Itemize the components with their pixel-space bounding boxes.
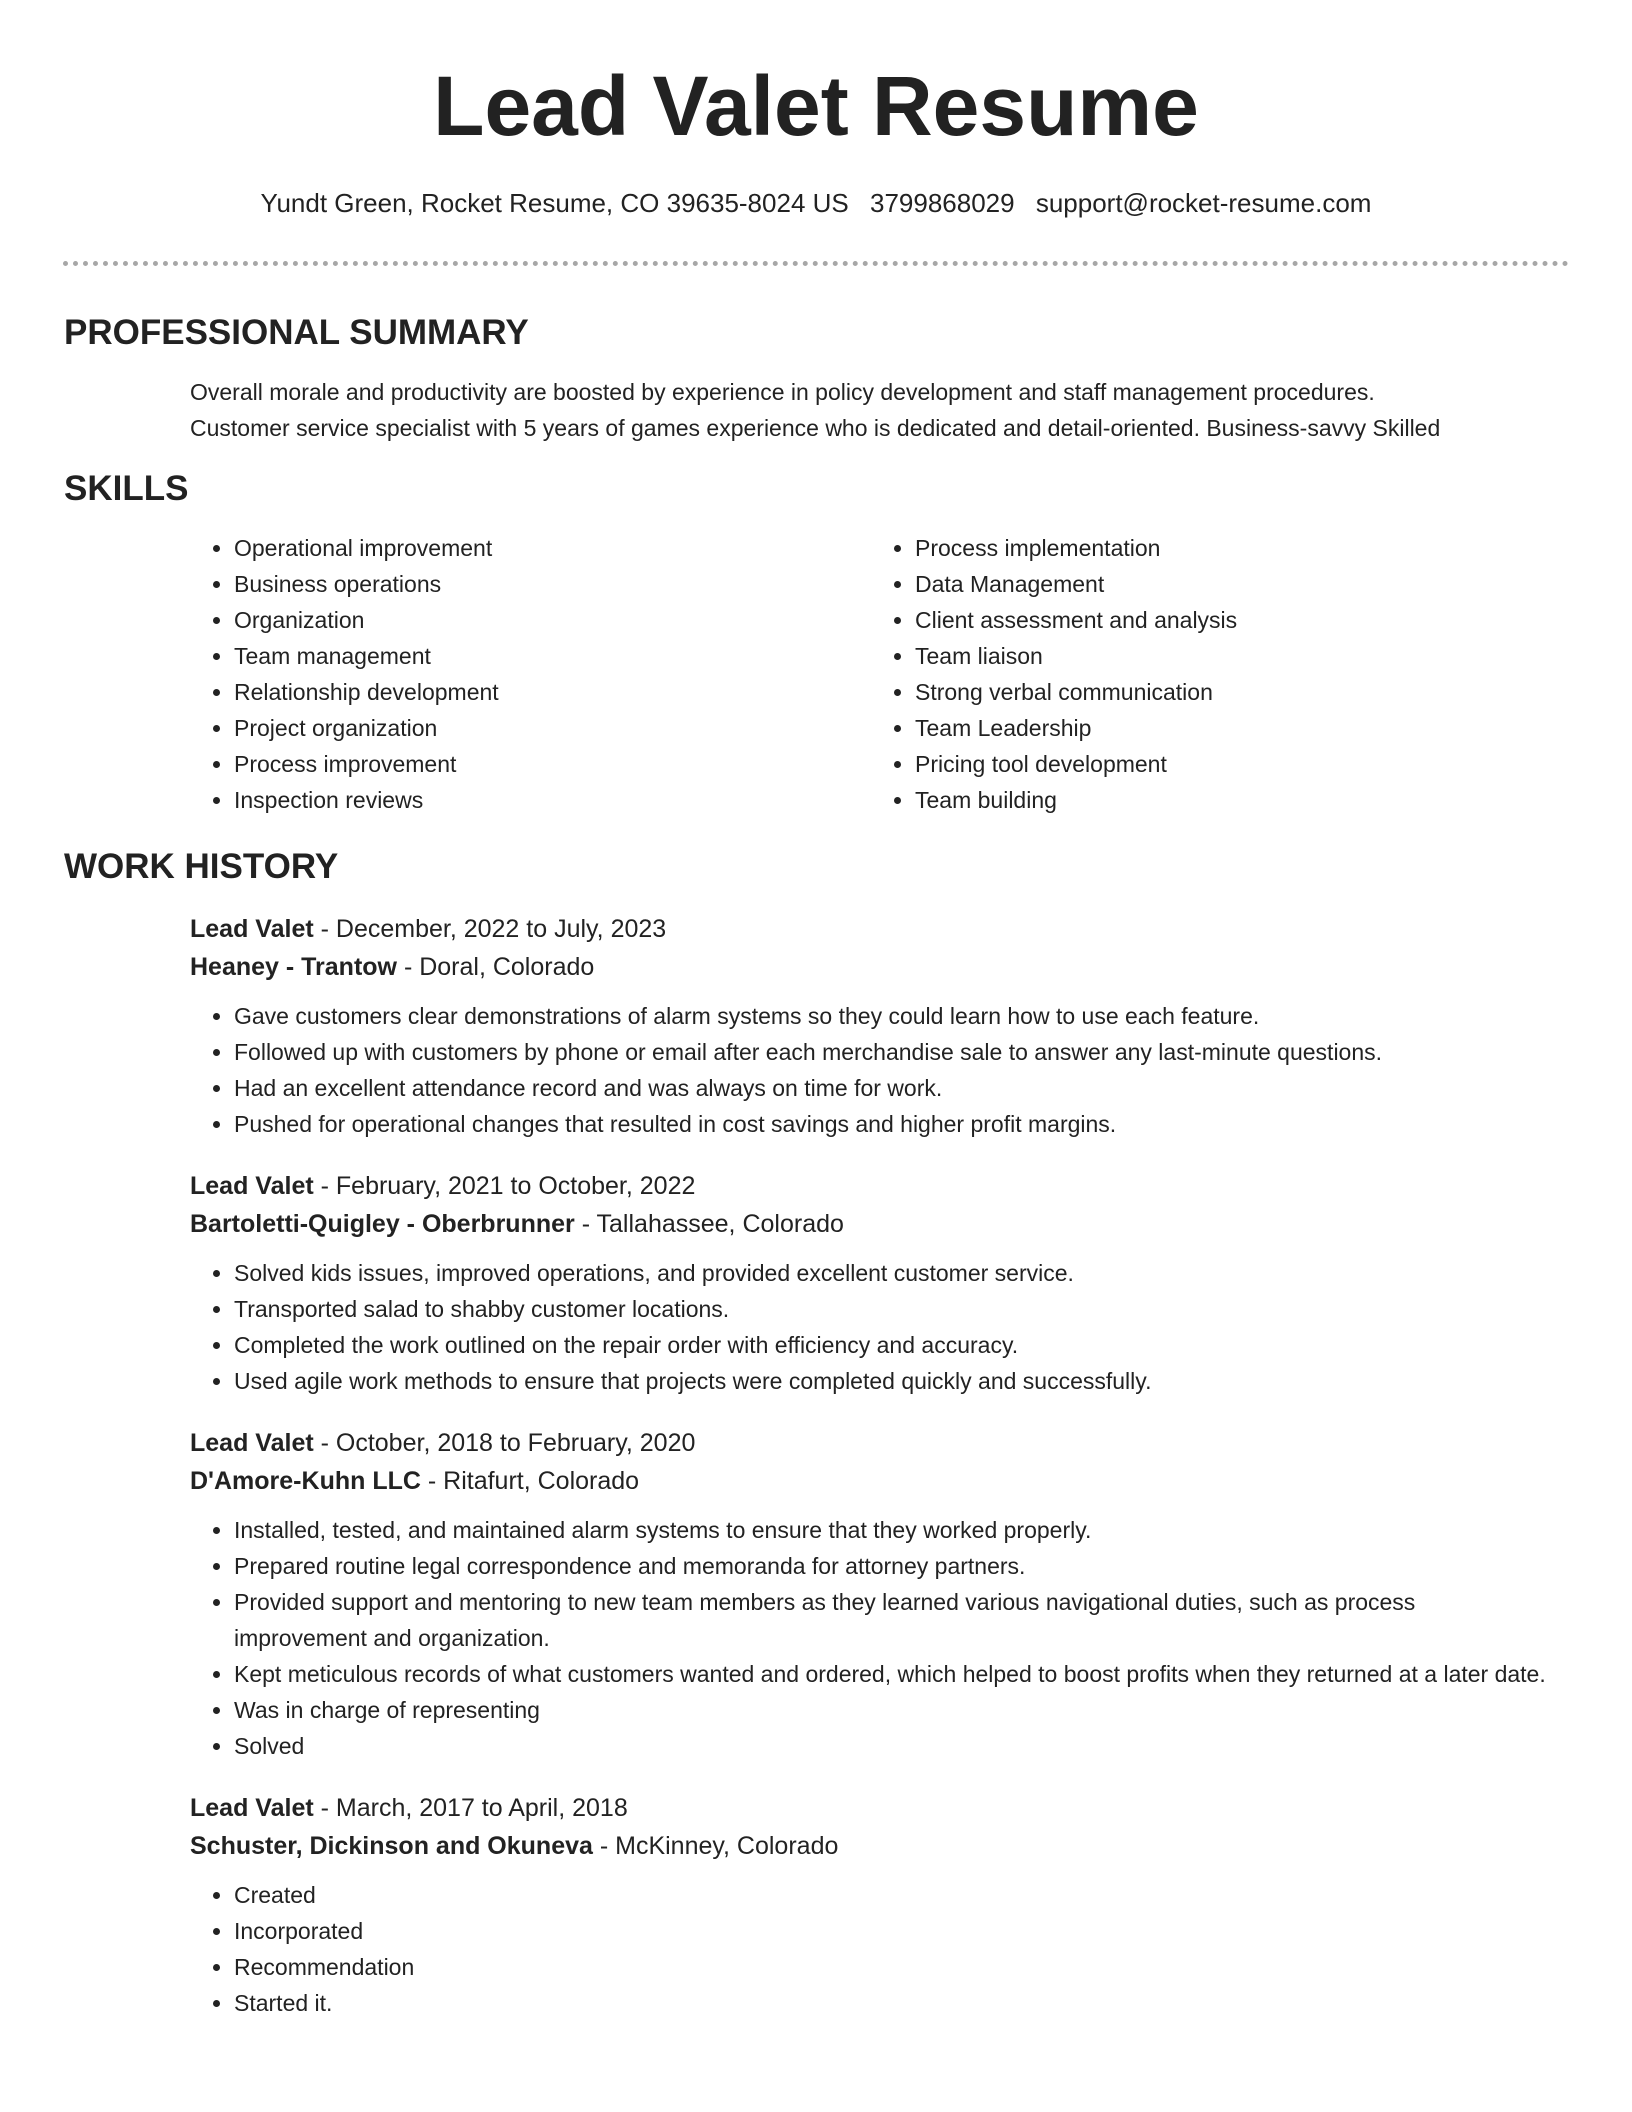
skill-item: • Team liaison bbox=[915, 638, 1552, 674]
work-history-section bbox=[0, 846, 1632, 2021]
job-entry bbox=[190, 1789, 1552, 2021]
skills-section bbox=[0, 468, 1632, 818]
job-bullet: • Recommendation bbox=[234, 1949, 1552, 1985]
skill-item: • Inspection reviews bbox=[234, 782, 871, 818]
job-bullet: • Installed, tested, and maintained alarm systems to ensure that they worked properly. bbox=[234, 1512, 1552, 1548]
job-bullet: • Transported salad to shabby customer locations. bbox=[234, 1291, 1552, 1327]
job-role: Lead Valet bbox=[190, 1794, 314, 1823]
job-bullets bbox=[190, 1877, 1552, 2021]
skills-columns bbox=[190, 530, 1552, 818]
job-entry bbox=[190, 1167, 1552, 1399]
job-title-line bbox=[190, 1167, 1552, 1205]
skill-item: • Team building bbox=[915, 782, 1552, 818]
job-bullet: • Completed the work outlined on the repair order with efficiency and accuracy. bbox=[234, 1327, 1552, 1363]
job-role: Lead Valet bbox=[190, 1429, 314, 1458]
job-company: Schuster, Dickinson and Okuneva bbox=[190, 1832, 593, 1861]
job-dates: - February, 2021 to October, 2022 bbox=[313, 1172, 696, 1201]
summary-section bbox=[0, 312, 1632, 446]
job-bullets bbox=[190, 998, 1552, 1142]
work-history-heading: WORK HISTORY bbox=[64, 847, 339, 887]
skill-item: • Client assessment and analysis bbox=[915, 602, 1552, 638]
job-entry bbox=[190, 1424, 1552, 1764]
skill-item: • Team Leadership bbox=[915, 710, 1552, 746]
resume-title: Lead Valet Resume bbox=[433, 59, 1199, 153]
contact-phone: 3799868029 bbox=[869, 188, 1015, 218]
header-divider bbox=[63, 261, 1569, 266]
job-bullet: • Incorporated bbox=[234, 1913, 1552, 1949]
job-bullet: • Followed up with customers by phone or email after each merchandise sale to answer any last-minute questions. bbox=[234, 1034, 1552, 1070]
job-role: Lead Valet bbox=[190, 915, 314, 944]
job-bullets bbox=[190, 1255, 1552, 1399]
job-company: Bartoletti-Quigley - Oberbrunner bbox=[190, 1210, 575, 1239]
job-title-line bbox=[190, 1789, 1552, 1827]
skill-item: • Strong verbal communication bbox=[915, 674, 1552, 710]
summary-line: Overall morale and productivity are boosted by experience in policy development and staff management procedures. bbox=[190, 379, 1375, 406]
job-bullet: • Pushed for operational changes that resulted in cost savings and higher profit margins. bbox=[234, 1106, 1552, 1142]
skill-item: • Data Management bbox=[915, 566, 1552, 602]
skill-item: • Pricing tool development bbox=[915, 746, 1552, 782]
summary-heading: PROFESSIONAL SUMMARY bbox=[64, 313, 529, 353]
job-location: - Doral, Colorado bbox=[397, 953, 595, 982]
summary-line: Customer service specialist with 5 years of games experience who is dedicated and detail-oriented. Business-savvy Skilled bbox=[190, 415, 1441, 442]
skill-item: • Operational improvement bbox=[234, 530, 871, 566]
skill-item: • Organization bbox=[234, 602, 871, 638]
job-title-line bbox=[190, 1424, 1552, 1462]
job-dates: - March, 2017 to April, 2018 bbox=[313, 1794, 628, 1823]
contact-line bbox=[0, 188, 1632, 219]
job-bullet: • Kept meticulous records of what customers wanted and ordered, which helped to boost profits when they returned at a later date. bbox=[234, 1656, 1552, 1692]
job-dates: - October, 2018 to February, 2020 bbox=[313, 1429, 696, 1458]
job-bullet: • Solved kids issues, improved operations, and provided excellent customer service. bbox=[234, 1255, 1552, 1291]
job-bullet: • Provided support and mentoring to new team members as they learned various navigational duties, such as process improvement and organization. bbox=[234, 1584, 1552, 1656]
job-company-line bbox=[190, 1462, 1552, 1500]
job-company: Heaney - Trantow bbox=[190, 953, 397, 982]
contact-address: Yundt Green, Rocket Resume, CO 39635-8024 US bbox=[260, 188, 849, 218]
job-entry bbox=[190, 910, 1552, 1142]
skills-left-list bbox=[190, 530, 871, 818]
job-bullet: • Had an excellent attendance record and was always on time for work. bbox=[234, 1070, 1552, 1106]
skill-item: • Business operations bbox=[234, 566, 871, 602]
job-company-line bbox=[190, 1827, 1552, 1865]
summary-text bbox=[190, 374, 1552, 446]
skill-item: • Team management bbox=[234, 638, 871, 674]
job-company-line bbox=[190, 948, 1552, 986]
job-location: - Tallahassee, Colorado bbox=[574, 1210, 844, 1239]
skill-item: • Process improvement bbox=[234, 746, 871, 782]
job-bullet: • Created bbox=[234, 1877, 1552, 1913]
skill-item: • Relationship development bbox=[234, 674, 871, 710]
skill-item: • Project organization bbox=[234, 710, 871, 746]
job-bullet: • Was in charge of representing bbox=[234, 1692, 1552, 1728]
job-company: D'Amore-Kuhn LLC bbox=[190, 1467, 421, 1496]
job-location: - McKinney, Colorado bbox=[592, 1832, 839, 1861]
skill-item: • Process implementation bbox=[915, 530, 1552, 566]
job-location: - Ritafurt, Colorado bbox=[420, 1467, 640, 1496]
job-bullet: • Gave customers clear demonstrations of alarm systems so they could learn how to use each feature. bbox=[234, 998, 1552, 1034]
job-dates: - December, 2022 to July, 2023 bbox=[313, 915, 667, 944]
job-company-line bbox=[190, 1205, 1552, 1243]
job-bullet: • Used agile work methods to ensure that projects were completed quickly and successfully. bbox=[234, 1363, 1552, 1399]
job-bullet: • Solved bbox=[234, 1728, 1552, 1764]
job-title-line bbox=[190, 910, 1552, 948]
job-role: Lead Valet bbox=[190, 1172, 314, 1201]
skills-right-list bbox=[871, 530, 1552, 818]
skills-heading: SKILLS bbox=[64, 469, 189, 509]
job-bullet: • Prepared routine legal correspondence and memoranda for attorney partners. bbox=[234, 1548, 1552, 1584]
job-bullets bbox=[190, 1512, 1552, 1764]
contact-email: support@rocket-resume.com bbox=[1035, 188, 1372, 218]
job-bullet: • Started it. bbox=[234, 1985, 1552, 2021]
